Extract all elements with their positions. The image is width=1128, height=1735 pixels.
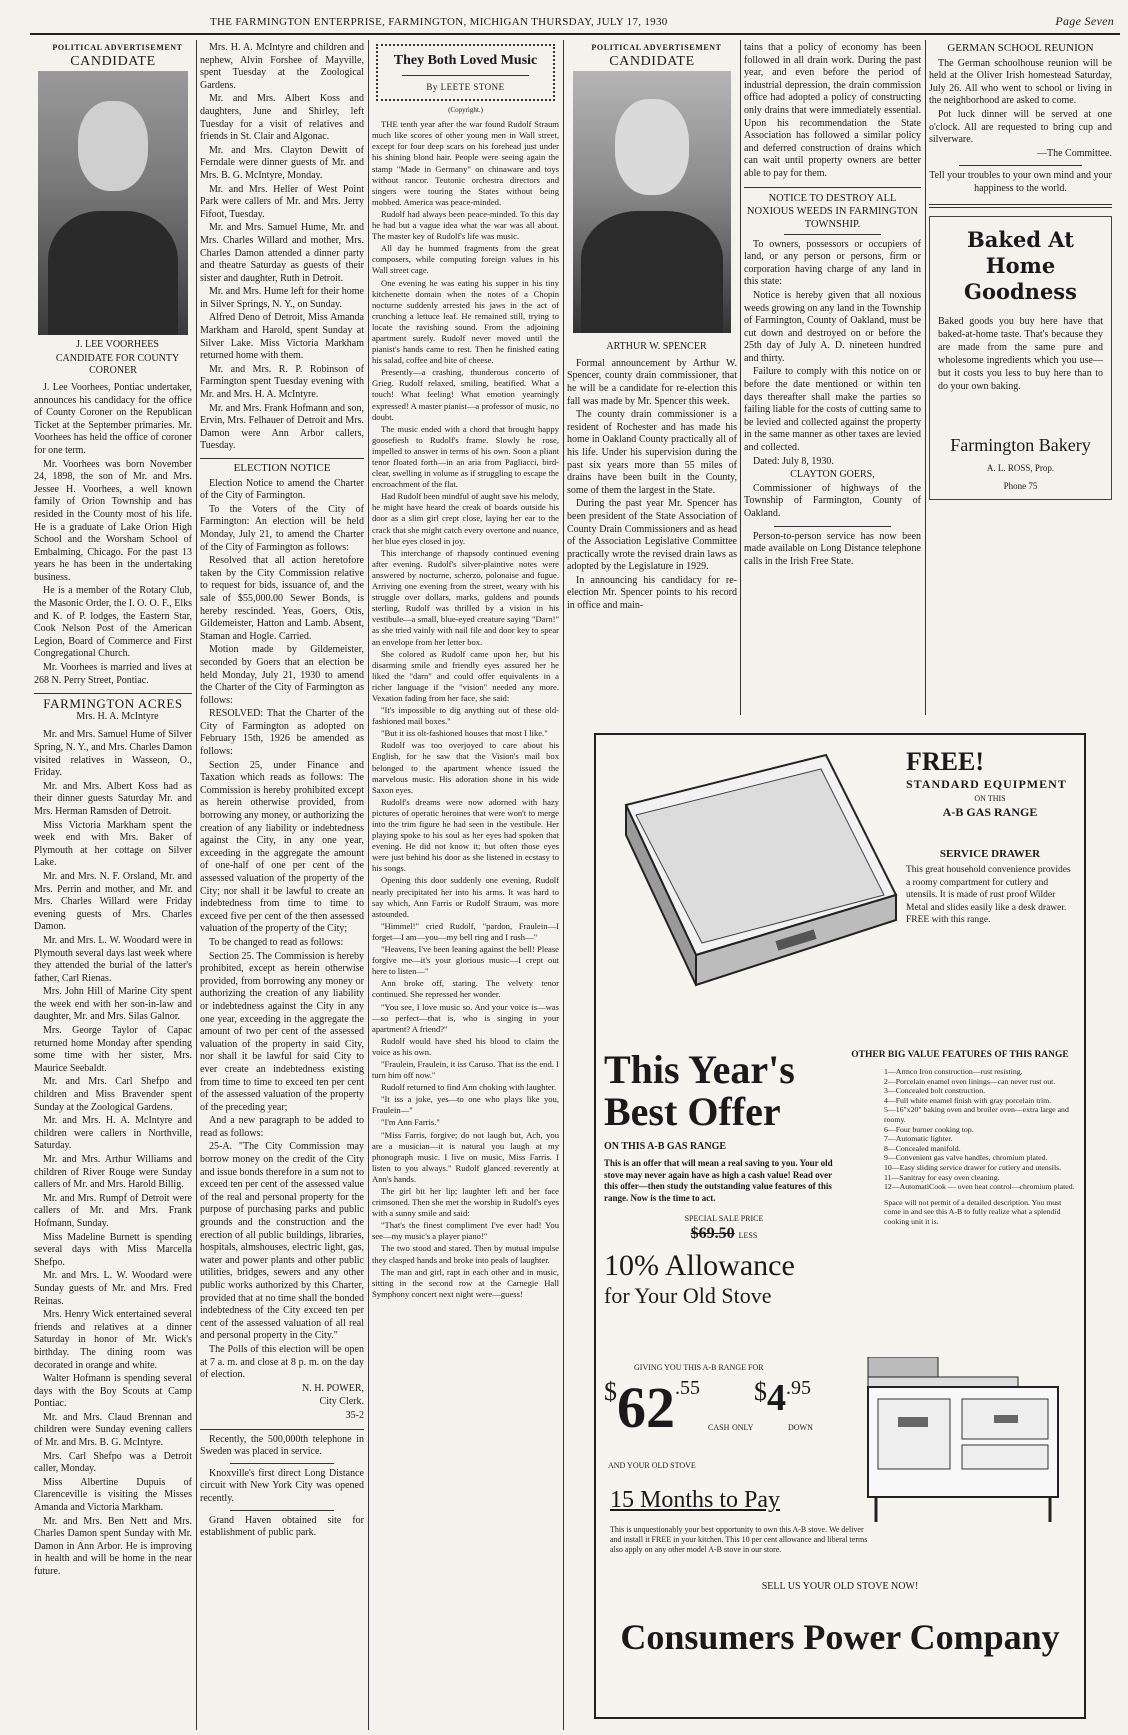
feature-item: 10—Easy sliding service drawer for cutlery and utensils. [884,1162,1062,1172]
column-divider [740,40,741,715]
less-label: LESS [738,1231,758,1240]
story-paragraph: Rudolf had always been peace-minded. To this day he had but a vague idea what the war was all about. The master key of Rudolf's life was music. [372,208,559,242]
fine-print: This is unquestionably your best opportunity to own this A-B stove. We deliver and install it FREE in your kitchen. This 10 per cent allowance and liberal terms also apply on any other model A-B stove in our store. [610,1525,868,1554]
only-label: ONLY [732,1423,754,1432]
reunion-signature: —The Committee. [1037,147,1112,159]
weeds-notice-paragraph: To owners, possessors or occupiers of land, or any person or persons, firm or corporation having charge of any land in this state: [744,238,921,288]
cash-price-whole: 62 [617,1375,675,1440]
election-notice-paragraph: RESOLVED: That the Charter of the City of Farmington as adopted on February 15th, 1926 be amended as follows: [200,708,364,758]
spencer-paragraph: In announcing his candidacy for re-election Mr. Spencer points to his record in office and main- [567,574,737,612]
clerk-signature: N. H. POWER, [302,1382,364,1394]
feature-item: 9—Convenient gas valve handles, chromium plated. [884,1153,1048,1163]
election-notice-paragraph: The Polls of this election will be open at 7 a. m. and close at 8 p. m. on the day of election. [200,1343,364,1381]
sale-price: $69.50 [690,1225,735,1242]
election-notice-paragraph: To be changed to read as follows: [209,936,344,948]
column-3-story [372,42,559,1730]
down-label: DOWN [788,1423,813,1432]
news-item: Mr. and Mrs. L. W. Woodard were Sunday guests of Mr. and Mrs. Fred Reinas. [34,1270,192,1307]
free-equipment-box [906,747,1074,927]
weeds-notice-paragraph: Failure to comply with this notice on or before the date mentioned or within ten days thereafter shall make the parties so failing liable for the costs of cutting same to be levied and collected against the property in the same manner as other taxes are levied and collected. [744,366,921,454]
company-name: Consumers Power Company [620,1617,1060,1657]
filler-item: Tell your troubles to your own mind and your happiness to the world. [929,170,1112,194]
bakery-name: Farmington Bakery [950,434,1091,455]
feature-item: 3—Concealed bolt construction. [884,1086,986,1096]
column-divider [563,40,564,1730]
spencer-caption: ARTHUR W. SPENCER [606,341,707,353]
down-payment [732,1377,813,1432]
cash-price-cents: .55 [675,1377,700,1399]
news-item: Mr. and Mrs. Hume left for their home in Silver Springs, N. Y., on Sunday. [200,286,364,310]
election-notice-paragraph: Section 25, under Finance and Taxation which reads as follows: The Commission is hereby prohibited except as herein otherwise provided, from borrowing any money, or authorizing the creation of any liability or indebtedness against the City, in any one year, exceeding in the aggregate the amount of one-half of one per cent of the assessed valuation of the property of the City; nor shall it be lawful to create an indebtedness from time to time to exceed five per cent of the then assessed valuation of the property of the City; [200,759,364,935]
news-item: Mr. and Mrs. Rumpf of Detroit were callers of Mr. and Mrs. Frank Hofmann, Sunday. [34,1192,192,1229]
political-ad-kicker: POLITICAL ADVERTISEMENT [591,43,722,52]
news-item: Mrs. John Hill of Marine City spent the week end with her son-in-law and daughter, Mr. and Mrs. Silas Galnor. [34,986,192,1023]
news-item: Mrs. George Taylor of Capac returned home Monday after spending some time with her sister, Mrs. Maurice Seebaldt. [34,1025,192,1074]
bakery-proprietor: A. L. ROSS, Prop. [986,462,1055,473]
standard-equipment: STANDARD EQUIPMENT [906,777,1067,791]
weeds-notice-heading: NOTICE TO DESTROY ALL NOXIOUS WEEDS IN FARMINGTON TOWNSHIP. [746,192,919,230]
feature-item: 6—Four burner cooking top. [884,1124,974,1134]
news-item: Mr. and Mrs. Carl Shefpo and children and Miss Bravender spent Sunday at the Zoological Gardens. [34,1076,192,1113]
special-sale-label: SPECIAL SALE PRICE [684,1214,764,1223]
bakery-headline: Baked At Home Goodness [964,226,1077,304]
story-paragraph: "You see, I love music so. And your voice is—was—so perfect—that is, who is singing in your apartment? A friend?" [372,1001,559,1034]
news-item: Walter Hofmann is spending several days with the Boy Scouts at Camp Pontiac. [34,1373,192,1410]
feature-item: 11—Sanitray for easy oven cleaning. [884,1172,1000,1182]
dollar-sign: $ [604,1377,617,1406]
news-item: Mr. and Mrs. Claud Brennan and children were Sunday evening callers of Mr. and Mrs. B. G. McIntyre. [34,1411,192,1449]
story-paragraph: Had Rudolf been mindful of aught save his melody, he might have heard the creak of boards outside his door as a slim girl crept close, laying her ear to the crack that she might catch every overtone and nuance, her blue eyes closed in joy. [372,491,559,546]
feature-item: 4—Full white enamel finish with gray porcelain trim. [884,1095,1052,1105]
news-item: Mr. and Mrs. Arthur Williams and children of River Rouge were Sunday callers of Mr. and Mrs. Harold Billig. [34,1154,192,1191]
allowance-line1: 10% Allowance [604,1249,795,1282]
story-paragraph: "Heavens, I've been leaning against the bell! Please forgive me—it's your glorious music—I crept out here to listen—" [372,944,559,977]
column-4-spencer [567,42,737,714]
story-paragraph: "I'm Ann Farris." [381,1117,440,1128]
bakery-ad [929,216,1112,500]
column-divider [368,40,369,1730]
column-divider [196,40,197,1730]
column-5 [744,42,921,714]
feature-item: 1—Armco Iron construction—rust resisting. [884,1067,1023,1076]
free-headline: FREE! [906,747,984,776]
story-paragraph: She colored as Rudolf came upon her, but his disarming smile and friendly eyes assured her he liked the "darn" and could offer equivalents in a richer language if the "vision" needed any more. Vexation fading from her face, she said: [372,648,559,703]
story-paragraph: "Miss Farris, forgive; do not laugh but, Ach, you are a musician—it is natural you laugh at my phonograph music. I live on music, Miss Farris. I listen to you always." Rudolf glanced reverently at Ann's hands. [372,1129,559,1184]
stove-advertisement [594,733,1086,1719]
news-item: Mr. and Mrs. Samuel Hume, Mr. and Mrs. Charles Willard and mother, Mrs. Charles Damon attended a dinner party and theatre Saturday as guests of their sister and daughter, Ruth in Detroit. [200,222,364,284]
news-item: Mr. and Mrs. Samuel Hume of Silver Spring, N. Y., and Mrs. Charles Damon visited relatives in Wasseon, O., Friday. [34,729,192,779]
feature-item: 12—AutomatiCook — oven heat control—chromium plated. [884,1182,1075,1192]
news-item: Alfred Deno of Detroit, Miss Amanda Markham and Harold, spent Sunday at Silver Lake. Miss Victoria Markham returned home with them. [200,312,364,362]
news-item: Mr. and Mrs. Heller of West Point Park were callers of Mr. and Mrs. Jerry Fifoot, Tuesday. [200,183,364,220]
filler-item: Person-to-person service has now been made available on Long Distance telephone calls in the Irish Free State. [744,530,921,567]
election-notice-paragraph: To the Voters of the City of Farmington: An election will be held Monday, July 21, to amend the Charter of the City of Farmington as follows: [200,503,364,553]
space-note: Space will not permit of a detailed description. You must come in and see this A-B to fully realize what a splendid cooking unit it is. [884,1197,1062,1226]
story-paragraph: "Fraulein, Fraulein, it iss Caruso. That iss the end. I turn him off now." [372,1058,559,1081]
story-title-box [376,44,555,101]
news-item: Mr. and Mrs. Albert Koss and daughters, June and Shirley, left Tuesday for a visit of relatives and friends in St. Clair and Algonac. [200,93,364,143]
feature-item: 5—16"x20" baking oven and broiler oven—extra large and roomy. [884,1105,1069,1124]
feature-item: 7—Automatic lighter. [884,1134,953,1144]
spencer-photo-frame [567,71,737,341]
ab-gas-range: A-B GAS RANGE [942,805,1038,819]
news-item: Mrs. Henry Wick entertained several friends and relatives at a dinner Saturday in honor of Mr. Wick's birthday. The dining room was decorated in orange and white. [34,1309,192,1371]
news-item: Mr. and Mrs. H. A. McIntyre and children were callers in Northville, Saturday. [34,1115,192,1152]
bakery-copy: Baked goods you buy here have that baked-at-home taste. That's because they are made from the same pure and wholesome ingredients which you use—but it costs you less to buy here than to do your own baking. [938,315,1103,392]
story-copyright: (Copyright.) [448,106,483,115]
column-divider [925,40,926,715]
features-list [844,1067,1076,1192]
features-block [844,1049,1076,1227]
reunion-heading: GERMAN SCHOOL REUNION [947,42,1094,54]
story-paragraph: The girl bit her lip; laughter left and her face crimsoned. Then she met the worship in Rudolf's eyes with a sunny smile and said: [372,1186,559,1219]
story-paragraph: "Himmel!" cried Rudolf, "pardon, Fraulein—I forget—I am—you—my bell ring and I rush—" [372,920,559,942]
on-this: ON THIS [974,794,1006,803]
offer-text: This is an offer that will mean a real saving to you. Your old stove may never again have as high a cash value! Read over this offer—then study the outstanding value features of this range. Now is the time to act. [604,1158,833,1203]
cash-price [604,1375,730,1440]
story-paragraph: "That's the finest compliment I've ever had! You see—my music's a player piano!" [372,1220,559,1242]
story-paragraph: Rudolf would have shed his blood to claim the voice as his own. [372,1035,559,1057]
masthead-line: THE FARMINGTON ENTERPRISE, FARMINGTON, MICHIGAN THURSDAY, JULY 17, 1930 [210,16,668,28]
down-price-whole: 4 [767,1377,786,1419]
election-notice-paragraph: 25-A. "The City Commission may borrow money on the credit of the City and issue bonds therefore in a sum not to exceed ten per cent of the assessed value of the real and personal property for the purpose of purchasing parks and public grounds and the construction and the erection of all public buildings, libraries, hospitals, almshouses, electric light, gas, water and power plants and other public utilities, bridges, sewers and any other public works authorized by this Charter, provided that at no time shall the bonded indebtedness of the City exceed ten per cent of the assessed valuation of all real and personal property in the City." [200,1141,364,1342]
election-notice-paragraph: Motion made by Gildemeister, seconded by Goers that an election be held Monday, July 21, 1930 to amend the Charter of the City of Farmington as follows: [200,644,364,706]
filler-item: Knoxville's first direct Long Distance circuit with New York City was opened recently. [200,1467,364,1504]
weeds-notice-paragraph: Dated: July 8, 1930. [753,455,834,467]
voorhees-paragraph: Mr. Voorhees was born November 24, 1898, the son of Mr. and Mrs. Jessee H. Voorhees, a well known family of Orion Township and has resided in the County most of his life. He is a graduate of Lake Orion High School and the Worsham School of Embalming, Chicago. For the past 13 years he has been in the undertaking business. [34,458,192,583]
story-paragraph: Opening this door suddenly one evening, Rudolf nearly precipitated her into his arms. It was hard to say which, Ann Farris or Rudolf Straum, was more astounded. [372,875,559,919]
news-item: Mrs. H. A. McIntyre and children and nephew, Alvin Forshee of Mayville, spent Tuesday at the Zoological Gardens. [200,42,364,91]
story-paragraph: Ann broke off, staring. The velvety tenor continued. She repressed her wonder. [372,978,559,1000]
months-to-pay: 15 Months to Pay [610,1487,781,1513]
story-paragraph: "It iss a joke, yes—to one who plays like you, Fraulein—" [372,1094,559,1116]
clerk-title: City Clerk. [319,1396,364,1408]
dollar-sign: $ [754,1377,767,1406]
story-paragraph: Rudolf's dreams were now adorned with hazy pictures of operatic heroines that were won't to merge into the trim figure he had seen in the vestibule. Her playing spoke to his soul as her eyes had spoken that evening. He did not know it; but often those eyes were just behind his door as she listened in ecstasy to his songs. [372,796,559,874]
voorhees-portrait-image [38,71,188,335]
service-drawer-text: This great household convenience provides a roomy compartment for cutlery and utensils. It is made of rust proof Wilder Metal and slides easily like a desk drawer. FREE with this range. [906,865,1071,925]
farmington-acres-heading: FARMINGTON ACRES [43,696,183,712]
news-item: Miss Albertine Dupuis of Clarenceville is visiting the Misses Amanda and Victoria Markham. [34,1476,192,1514]
column-2 [200,42,364,1730]
news-item: Mr. and Mrs. L. W. Woodard were in Plymouth several days last week where they attended the burial of the latter's father, Carl Rienas. [34,934,192,984]
spencer-paragraph: During the past year Mr. Spencer has been president of the State Association of County Drain Commissioners and as head of the Association Legislative Committee practically wrote the revised drain laws as adopted by the Legislature in 1929. [567,498,737,573]
spencer-portrait-image [573,71,731,333]
weeds-notice-paragraph: Notice is hereby given that all noxious weeds growing on any land in the Township of Farmington, County of Oakland, must be cut down and destroyed on or before the 25th day of July A. D. nineteen hundred and thirty. [744,289,921,364]
reunion-paragraph: Pot luck dinner will be served at one o'clock. All are requested to bring cup and silverware. [929,108,1112,146]
news-item: Mrs. Carl Shefpo was a Detroit caller, Monday. [34,1450,192,1475]
best-offer-line2: Best Offer [604,1089,781,1134]
voorhees-paragraph: Mr. Voorhees is married and lives at 268 N. Perry Street, Pontiac. [34,662,192,686]
news-item: Mr. and Mrs. Clayton Dewitt of Ferndale were dinner guests of Mr. and Mrs. B. G. McIntyre, Monday. [200,144,364,181]
story-paragraph: One evening he was eating his supper in his tiny kitchenette domain when the notes of a Chopin nocturne suddenly arrested his jaws in the act of crunching a lettuce leaf. He remained still, trying to locate the ravishing sound. From the adjoining apartment surely. Rudolf never moved until the pianist's hands came to rest. Then he finished eating his salad, coffee and bite of cheese. [372,277,559,366]
political-ad-kicker: POLITICAL ADVERTISEMENT [52,43,183,52]
election-notice-paragraph: Section 25. The Commission is hereby prohibited, except as herein otherwise provided, from borrowing any money or authorizing the creation of any liability or indebtedness against the City in any one year, exceeding in the aggregate the amount of two per cent of the assessed valuation of the property in said City, nor shall it be lawful for said City to ever create an indebtedness existing from time to time to exceed ten per cent of the assessed valuation of the property of the preceding year; [200,950,364,1113]
and-old-stove: AND YOUR OLD STOVE [608,1461,696,1470]
cash-label: CASH [708,1423,730,1432]
candidate-heading: CANDIDATE [609,53,695,69]
story-paragraph: Presently—a crashing, thunderous concerto of Grieg. Rudolf relaxed, smiling, beatified. What a touch! What feeling! What emotion yearningly expressed! A master pianist—a professor of music, no doubt. [372,367,559,422]
reunion-paragraph: The German schoolhouse reunion will be held at the Oliver Irish homestead Saturday, July 26. All who went to school or living in the neighborhood are asked to come. [929,57,1112,107]
masthead [0,14,1128,32]
news-item: Miss Madeline Burnett is spending several days with Miss Marcella Shefpo. [34,1231,192,1268]
voorhees-paragraph: J. Lee Voorhees, Pontiac undertaker, announces his candidacy for the office of County Coroner on the Republican Ticket at the September primaries. Mr. Voorhees has held the office of coroner for one term. [34,381,192,456]
election-notice-paragraph: Resolved that all action heretofore taken by the City Commission relative to request for bids, issuance of, and the sale of $55,000.00 Sewer Bonds, is hereby rescinded. Yeas, Goers, Otis, Gildemeister, Hatton and Lamb. Absent, Staman and Hogle. Carried. [200,555,364,642]
weeds-signature: CLAYTON GOERS, [790,469,875,481]
story-paragraph: The man and girl, rapt in each other and in music, sitting in the second row at the Carnegie Hall Symphony concert next night were—guess! [372,1266,559,1299]
election-notice-heading: ELECTION NOTICE [233,462,331,474]
filler-item: Recently, the 500,000th telephone in Sweden was placed in service. [200,1433,364,1458]
sell-old-stove: SELL US YOUR OLD STOVE NOW! [761,1581,919,1592]
news-item: Mr. and Mrs. Frank Hofmann and son, Ervin, Mrs. Felhauer of Detroit and Mrs. Damon were Ann Arbor callers, Tuesday. [200,402,364,452]
story-paragraph: "But it iss olt-fashioned houses that most I like." [381,728,548,739]
news-item: Miss Victoria Markham spent the week end with Mrs. Baker of Plymouth at her cottage on Silver Lake. [34,819,192,869]
column-6 [929,42,1112,714]
best-offer-line1: This Year's [604,1047,795,1092]
notice-number: 35-2 [345,1409,364,1421]
story-paragraph: The two stood and stared. Then by mutual impulse they clasped hands and broke into peals of laughter. [372,1243,559,1265]
service-drawer-illustration [606,745,906,1055]
news-item: Mr. and Mrs. Ben Nett and Mrs. Charles Damon spent Sunday with Mr. Damon in Ann Arbor. He is improving in health and will be home in the near future. [34,1515,192,1577]
story-paragraph: Rudolf was too overjoyed to care about his English, for he saw that the Vision's mail box belonged to the apartment whence issued the marvelous music. His adoration shone in his wide Saxon eyes. [372,740,559,795]
spencer-continued: tains that a policy of economy has been followed in all drain work. During the past year, and even before the period of industrial depression, the drain commission office had adopted a policy of constructing only drains that were immediately essential. Upon his recommendation the State Association has followed a similar policy and deferred construction of drains which can wait until property owners are better able to pay for them. [744,42,921,179]
masthead-rule [30,33,1120,35]
story-title: They Both Loved Music [393,53,538,68]
features-heading: OTHER BIG VALUE FEATURES OF THIS RANGE [851,1050,1069,1060]
candidate-heading: CANDIDATE [70,53,156,69]
news-item: Mr. and Mrs. Albert Koss had as their dinner guests Saturday Mr. and Mrs. Herman Ramsden of Detroit. [34,780,192,817]
spencer-paragraph: The county drain commissioner is a resident of Rochester and has made his home in Oakland County practically all of his life. Under his supervision during the past six years more than 55 miles of drains have been built in the County, some of them the largest in the State. [567,409,737,496]
story-paragraph: Rudolf returned to find Ann choking with laughter. [381,1082,557,1093]
story-paragraph: The music ended with a chord that brought happy goosefiesh to Rudolf's frame. Slowly he rose, impelled to answer in terms of his own. Soon a pliant tenor floated forth—in an aria from Pagliacci, bird-clear, swelling in volume as if struggling to escape the encroachment of the flat. [372,423,559,490]
voorhees-caption-title: CANDIDATE FOR COUNTY CORONER [55,352,180,377]
voorhees-photo-frame [34,71,192,339]
allowance-line2: for Your Old Stove [604,1283,772,1308]
gas-range-illustration [858,1357,1070,1527]
giving-label: GIVING YOU THIS A-B RANGE FOR [634,1363,764,1372]
on-this-range: ON THIS A-B GAS RANGE [604,1141,727,1152]
story-paragraph: All day he hummed fragments from the great composers, while computing foreign values in his Wall street cage. [372,243,559,276]
weeds-signature-title: Commissioner of highways of the Township of Farmington, County of Oakland. [744,482,921,519]
voorhees-caption-name: J. LEE VOORHEES [76,339,159,351]
farmington-acres-byline: Mrs. H. A. McIntyre [76,710,159,722]
page-number: Page Seven [1055,14,1114,28]
election-notice-paragraph: Election Notice to amend the Charter of the City of Farmington. [200,477,364,502]
bakery-phone: Phone 75 [1003,481,1038,492]
news-item: Mr. and Mrs. N. F. Orsland, Mr. and Mrs. Perrin and mother, and Mr. and Mrs. Charles Willard were Friday evening guests of Mrs. Charles Damon. [34,870,192,933]
down-price-cents: .95 [786,1377,811,1399]
story-paragraph: This interchange of rhapsody continued evening after evening. Rudolf's silver-plaintive notes were answered by nocturne, scherzo, polonaise and fugue. Arriving one evening from the street, weary with his struggle over dollars, marks, guldens and pounds sterling, Rudolf was thrilled by a vision in his vestibule—a small, blue-eyed creature saying "Darn!" as she tried vainly with nail file and door key to spear an envelope from her letter box. [372,547,559,647]
column-1 [34,42,192,1730]
feature-item: 8—Concealed manifold. [884,1143,961,1153]
story-byline: By LEETE STONE [426,82,505,92]
voorhees-paragraph: He is a member of the Rotary Club, the Masonic Order, the I. O. O. F., Elks and K. of P. lodges, the Eastern Star, Cook Nelson Post of the American Legion, Board of Commerce and First Congregational Church. [34,585,192,660]
election-notice-paragraph: And a new paragraph to be added to read as follows: [200,1115,364,1139]
story-paragraph: THE tenth year after the war found Rudolf Straum much like scores of other young men in Wall street, except for four deep scars on his forehead just under his shining blond hair. People were seeing again the stamp "Made in Germany" on chinaware and toys without rancor. Teutonic orchestra directors and singers were touring the States without being mobbed. America was peace-minded. [372,119,559,207]
best-offer-block [604,1049,844,1309]
sale-price-line [604,1225,844,1243]
story-paragraph: "It's impossible to dig anything out of these old-fashioned mail boxes." [372,705,559,727]
news-item: Mr. and Mrs. R. P. Robinson of Farmington spent Tuesday evening with Mr. and Mrs. H. A. McIntyre. [200,363,364,401]
filler-item: Grand Haven obtained site for establishment of public park. [200,1514,364,1539]
feature-item: 2—Porcelain enamel oven linings—can never rust out. [884,1076,1056,1086]
service-drawer-heading: SERVICE DRAWER [939,848,1041,860]
spencer-paragraph: Formal announcement by Arthur W. Spencer, county drain commissioner, that he will be a candidate for re-election this fall was made by Mr. Spencer this week. [567,357,737,407]
